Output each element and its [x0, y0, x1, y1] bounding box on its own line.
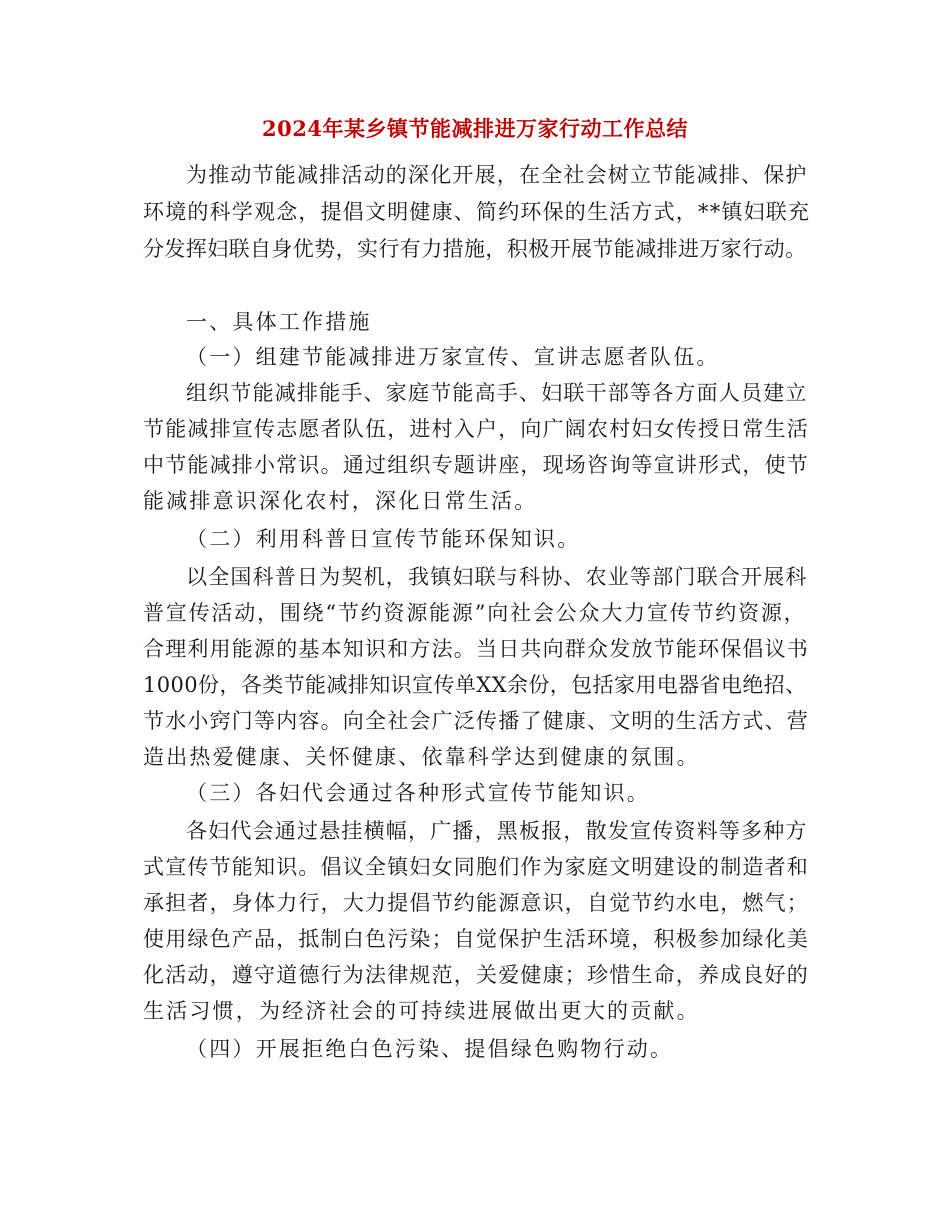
- document-title: 2024年某乡镇节能减排进万家行动工作总结: [262, 116, 688, 141]
- item-heading: （四）开展拒绝白色污染、提倡绿色购物行动。: [186, 1037, 674, 1061]
- body-line: 以全国科普日为契机，我镇妇联与科协、农业等部门联合开展科: [186, 565, 808, 589]
- body-line: 生活习惯，为经济社会的可持续进展做出更大的贡献。: [143, 999, 700, 1023]
- body-line: 各妇代会通过悬挂横幅，广播，黑板报，散发宣传资料等多种方: [186, 819, 808, 843]
- body-line: 造出热爱健康、关怀健康、依靠科学达到健康的氛围。: [143, 745, 700, 769]
- body-line: 合理利用能源的基本知识和方法。当日共向群众发放节能环保倡议书: [143, 637, 809, 661]
- body-line: 1000份，各类节能减排知识宣传单XX余份，包括家用电器省电绝招、: [143, 673, 807, 697]
- body-line: 承担者，身体力行，大力提倡节约能源意识，自觉节约水电，燃气；: [143, 891, 809, 915]
- body-line: 普宣传活动，围绕“节约资源能源”向社会公众大力宣传节约资源，: [143, 601, 807, 625]
- body-line: 化活动，遵守道德行为法律规范，关爱健康；珍惜生命，养成良好的: [143, 963, 809, 987]
- body-line: 中节能减排小常识。通过组织专题讲座，现场咨询等宣讲形式，使节: [143, 453, 809, 477]
- body-line: 式宣传节能知识。倡议全镇妇女同胞们作为家庭文明建设的制造者和: [143, 855, 809, 879]
- intro-line: 为推动节能减排活动的深化开展，在全社会树立节能减排、保护: [186, 163, 808, 187]
- item-heading: （三）各妇代会通过各种形式宣传节能知识。: [186, 781, 650, 805]
- item-heading: （一）组建节能减排进万家宣传、宣讲志愿者队伍。: [186, 345, 720, 369]
- body-line: 组织节能减排能手、家庭节能高手、妇联干部等各方面人员建立: [186, 381, 808, 405]
- body-line: 节水小窍门等内容。向全社会广泛传播了健康、文明的生活方式、营: [143, 709, 809, 733]
- section-heading: 一、具体工作措施: [186, 310, 372, 334]
- body-line: 使用绿色产品，抵制白色污染；自觉保护生活环境，积极参加绿化美: [143, 927, 809, 951]
- body-line: 能减排意识深化农村，深化日常生活。: [143, 489, 538, 513]
- intro-line: 分发挥妇联自身优势，实行有力措施，积极开展节能减排进万家行动。: [143, 237, 807, 261]
- intro-line: 环境的科学观念，提倡文明健康、简约环保的生活方式，**镇妇联充: [143, 200, 811, 224]
- body-line: 节能减排宣传志愿者队伍，进村入户，向广阔农村妇女传授日常生活: [143, 417, 809, 441]
- item-heading: （二）利用科普日宣传节能环保知识。: [186, 527, 581, 551]
